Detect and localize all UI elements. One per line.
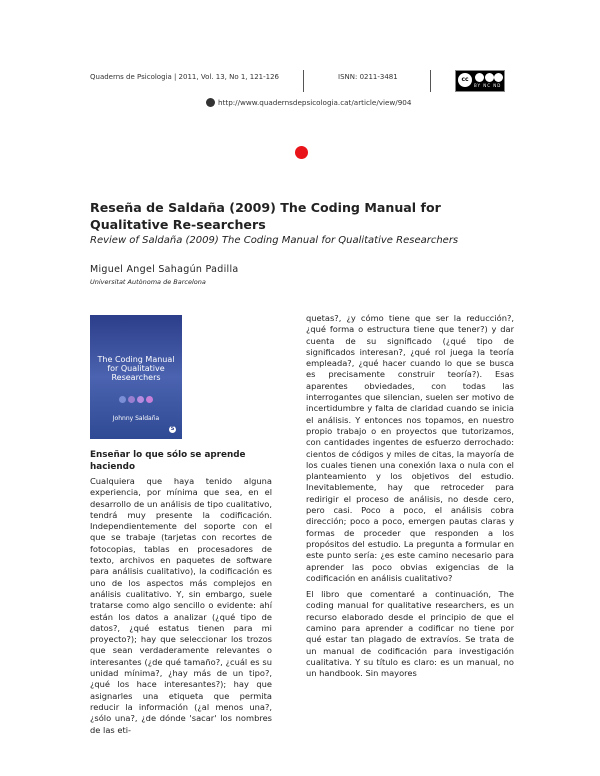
cover-dot bbox=[146, 396, 153, 403]
body-column-left bbox=[90, 476, 272, 736]
nd-icon bbox=[494, 73, 503, 82]
red-dot-marker bbox=[295, 146, 308, 159]
body-paragraph: El libro que comentaré a continuación, The coding manual for qualitative researchers, es un recurso elaborado desde el principio de que el camino para aprender a codificar no tiene por qué estar tan plagado de extravíos. Se trata de un manual de codificación para investigación cualitativa. Y su título es claro: es un manual, no un handbook. Sin mayores bbox=[306, 589, 514, 679]
article-title: Reseña de Saldaña (2009) The Coding Manual for Qualitative Re-searchers bbox=[90, 200, 441, 232]
article-url-text[interactable]: http://www.quadernsdepsicologia.cat/article/view/904 bbox=[218, 98, 412, 107]
book-cover-image bbox=[90, 315, 182, 439]
cover-dot bbox=[128, 396, 135, 403]
author-affiliation: Universitat Autònoma de Barcelona bbox=[90, 278, 206, 286]
section-heading: Enseñar lo que sólo se aprende haciendo bbox=[90, 450, 246, 472]
cover-dot bbox=[137, 396, 144, 403]
header-divider bbox=[303, 70, 304, 92]
body-column-right bbox=[306, 313, 514, 680]
by-icon bbox=[475, 73, 484, 82]
article-url[interactable] bbox=[206, 98, 411, 107]
header-divider bbox=[430, 70, 431, 92]
issn: ISNN: 0211-3481 bbox=[338, 73, 398, 81]
nc-icon bbox=[485, 73, 494, 82]
body-paragraph: quetas?, ¿y cómo tiene que ser la reducción?, ¿qué forma o estructura tiene que tener?) y dar cuenta de su significado (¿qué tipo de significados interesan?, ¿qué rol juega la teoría empleada?, ¿qué hacer cuando lo que se busca es precisamente construir teoría?). Esas aparentes obviedades, con todas las interrogantes que silencian, suelen ser motivo de incertidumbre y falta de claridad cuando se inicia el análisis. Y entonces nos topamos, en nuestro propio trabajo o en proyectos que tutorizamos, con cantidades ingentes de esfuerzo derrochado: cientos de códigos y miles de citas, la mayoría de los cuales tienen una conexión laxa o nula con el planteamiento y los objetivos del estudio. Inevitablemente, hay que retroceder para redirigir el proceso de análisis, no desde cero, pero casi. Poco a poco, el análisis cobra dirección; poco a poco, emergen pautas claras y formas de proceder que responden a los propósitos del estudio. La pregunta a formular en este punto sería: ¿es este camino necesario para aprender las poco obvias exigencias de la codificación en análisis cualitativo? bbox=[306, 313, 514, 583]
author-name: Miguel Angel Sahagún Padilla bbox=[90, 264, 239, 275]
body-paragraph: Cualquiera que haya tenido alguna experiencia, por mínima que sea, en el desarrollo de un análisis de tipo cualitativo, tendrá muy presente la codificación. Independientemente del soporte con el que se trabaje (tarjetas con recortes de fotocopias, tablas en procesadores de texto, archivos en paquetes de software para análisis cualitativo), la codificación es uno de los aspectos más complejos en análisis cualitativo. Y, sin embargo, suele tratarse como algo sencillo o evidente: ahí están los datos a analizar (¿qué tipo de datos?, ¿qué estatus tienen para mi proyecto?); hay que seleccionar los trozos que sean verdaderamente relevantes o interesantes (¿de qué tamaño?, ¿cuál es su unidad mínima?, ¿hay más de un tipo?, ¿qué los hace interesantes?); hay que asignarles una etiqueta que permita reducir la información (¿al menos una?, ¿sólo una?, ¿de dónde 'sacar' los nombres de las eti- bbox=[90, 476, 272, 735]
creative-commons-badge[interactable] bbox=[455, 70, 505, 92]
article-subtitle: Review of Saldaña (2009) The Coding Manual for Qualitative Researchers bbox=[90, 235, 459, 246]
book-cover-author: Johnny Saldaña bbox=[112, 415, 160, 422]
book-cover-title: The Coding Manual for Qualitative Researchers bbox=[97, 355, 175, 382]
globe-icon bbox=[206, 98, 215, 107]
book-cover-dots bbox=[90, 388, 182, 407]
journal-citation: Quaderns de Psicologia | 2011, Vol. 13, No 1, 121-126 bbox=[90, 73, 279, 81]
cc-icon: cc bbox=[458, 73, 472, 87]
cover-dot bbox=[119, 396, 126, 403]
publisher-logo-icon: S bbox=[170, 426, 175, 432]
cc-badge-label: BY NC ND bbox=[474, 83, 502, 88]
